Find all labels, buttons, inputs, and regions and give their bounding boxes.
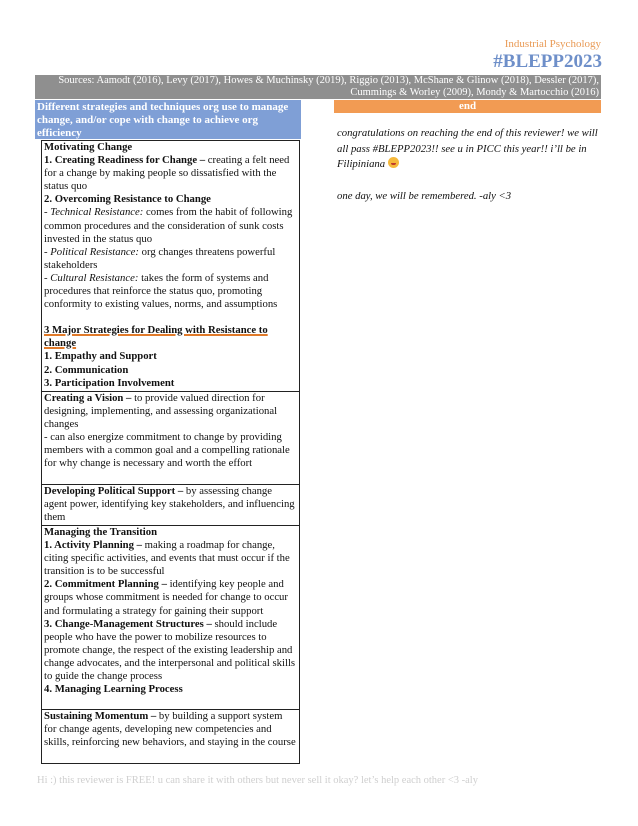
activity-planning: 1. Activity Planning – making a roadmap for change, citing specific activities, and events that must occur if the transition is to be successful <box>44 539 290 578</box>
strategy-item: 3. Participation Involvement <box>44 376 175 389</box>
closing-message: congratulations on reaching the end of this reviewer! we will all pass #BLEPP2023!! see u in PICC this year!! i’ll be in Filipiniana <box>337 127 598 170</box>
subject-subtitle: Industrial Psychology <box>504 38 601 50</box>
political-support-definition: Developing Political Support – by assessing change agent power, identifying key stakeholders, and influencing them <box>44 485 295 524</box>
strategy-item: 1. Empathy and Support <box>44 350 157 363</box>
motivating-change-section <box>41 140 300 392</box>
smiling-face-icon <box>388 157 399 168</box>
section-title: Motivating Change <box>44 141 133 153</box>
left-column-header: Different strategies and techniques org use to manage change, and/or cope with change to achieve org efficiency <box>35 100 301 139</box>
creating-vision-section <box>41 391 300 485</box>
vision-definition: Creating a Vision – to provide valued direction for designing, implementing, and assessing organizational changes <box>44 392 278 431</box>
closing-signoff: one day, we will be remembered. -aly <3 <box>337 189 512 202</box>
commitment-planning: 2. Commitment Planning – identifying key people and groups whose commitment is needed for change to occur and formulating a strategy for gaining their support <box>44 578 288 617</box>
momentum-definition: Sustaining Momentum – by building a support system for change agents, developing new competencies and skills, reinforcing new behaviors, and staying in the course <box>44 710 296 749</box>
readiness-item: 1. Creating Readiness for Change – creating a felt need for a change by making people so dissatisfied with the status quo <box>44 154 290 193</box>
vision-extra: - can also energize commitment to change by providing members with a common goal and a compelling rationale for why change is necessary and worth the effort <box>44 431 290 470</box>
resistance-heading: 2. Overcoming Resistance to Change <box>44 193 211 206</box>
document-title: #BLEPP2023 <box>493 51 602 72</box>
sources-banner: Sources: Aamodt (2016), Levy (2017), Howes & Muchinsky (2019), Riggio (2013), McShane & Glinow (2018), Dessler (2017), Cummings & Worley (2009), Mondy & Martocchio (2016) <box>35 75 601 99</box>
technical-resistance: - Technical Resistance: comes from the habit of following common procedures and the consideration of sunk costs invested in the status quo <box>44 206 293 245</box>
change-management-structures: 3. Change-Management Structures – should include people who have the power to mobilize resources to promote change, the respect of the existing leadership and change advocates, and the interpersonal and political skills to guide the change process <box>44 617 296 683</box>
section-title: Managing the Transition <box>44 526 158 538</box>
strategies-heading: 3 Major Strategies for Dealing with Resistance to change <box>44 324 268 350</box>
cultural-resistance: - Cultural Resistance: takes the form of systems and procedures that reinforce the status quo, promoting conformity to existing values, norms, and assumptions <box>44 271 278 311</box>
political-support-section <box>41 484 300 526</box>
footer-note: Hi :) this reviewer is FREE! u can share it with others but never sell it okay? let’s help each other <3 -aly <box>37 775 478 786</box>
sustaining-momentum-section <box>41 709 300 764</box>
managing-learning-process: 4. Managing Learning Process <box>44 683 183 696</box>
strategy-item: 2. Communication <box>44 363 129 376</box>
political-resistance: - Political Resistance: org changes threatens powerful stakeholders <box>44 245 276 271</box>
right-column-header: end <box>334 100 601 113</box>
closing-notes <box>337 126 599 204</box>
managing-transition-section <box>41 525 300 710</box>
